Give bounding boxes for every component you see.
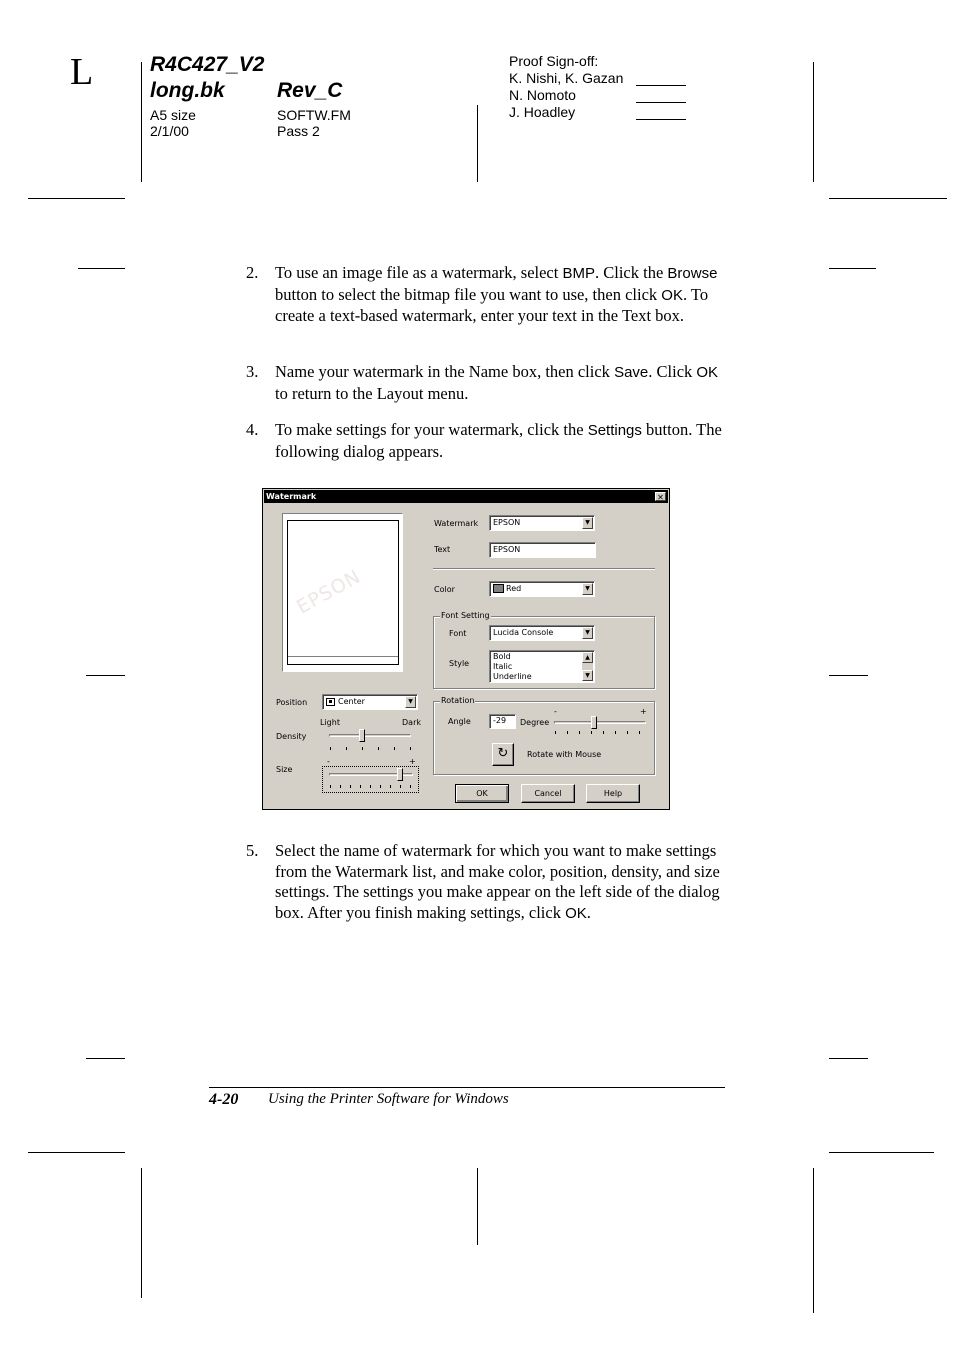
slider-tick	[330, 747, 331, 750]
doc-pass: Pass 2	[277, 123, 320, 139]
slider-tick	[390, 785, 391, 788]
crop-mark-top-center-v	[477, 105, 478, 182]
watermark-dialog	[262, 488, 670, 810]
rotation-group-label: Rotation	[441, 696, 475, 705]
step-text-run: button to select the bitmap file you want to use, then click	[275, 284, 662, 304]
chevron-down-icon[interactable]: ▼	[582, 583, 593, 595]
crop-mark-top-right-v	[813, 62, 814, 182]
slider-tick	[410, 785, 411, 788]
crop-mark-bottom-center-v	[477, 1168, 478, 1245]
margin-mark-right-3	[829, 1058, 868, 1059]
step-text-run: .	[586, 902, 591, 922]
step-text	[275, 263, 727, 327]
crop-mark-top-left-v	[141, 62, 142, 182]
angle-max-label: +	[640, 707, 647, 716]
ui-term: OK	[565, 904, 587, 922]
crop-mark-bottom-left-h	[28, 1152, 125, 1153]
degree-label: Degree	[520, 718, 550, 727]
proof-name: J. Hoadley	[509, 104, 576, 120]
margin-mark-right-1	[829, 268, 876, 269]
ui-term: Save	[614, 364, 649, 381]
angle-slider-track[interactable]	[554, 721, 646, 724]
step-number: 4.	[246, 420, 259, 439]
color-label: Color	[434, 585, 455, 594]
rotate-icon: ↻	[497, 746, 509, 761]
ui-term: Browse	[667, 265, 718, 282]
signature-line	[636, 119, 686, 120]
slider-tick	[400, 785, 401, 788]
step-text	[275, 362, 727, 404]
text-input-value: EPSON	[493, 545, 521, 554]
position-icon	[326, 698, 335, 706]
density-dark-label: Dark	[402, 718, 421, 727]
footer-rule	[209, 1087, 725, 1088]
density-light-label: Light	[320, 718, 340, 727]
position-label: Position	[276, 698, 308, 707]
size-max-label: +	[409, 757, 416, 766]
doc-title-line2: long.bk	[150, 79, 225, 102]
slider-tick	[410, 747, 411, 750]
crop-mark-bottom-left-v	[141, 1168, 142, 1298]
rotate-with-mouse-button[interactable]	[492, 743, 514, 766]
angle-min-label: -	[554, 707, 557, 716]
color-select-value: Red	[506, 584, 522, 593]
size-slider-focus[interactable]	[322, 766, 419, 793]
density-label: Density	[276, 732, 307, 741]
step-text-run: . To create a text-based watermark, enter your text in the Text box.	[275, 284, 709, 325]
text-input[interactable]	[489, 542, 596, 558]
separator	[433, 568, 655, 570]
doc-date: 2/1/00	[150, 123, 189, 139]
step-text-run: To make settings for your watermark, click the	[275, 420, 588, 439]
slider-tick	[603, 731, 604, 734]
rotate-with-mouse-label: Rotate with Mouse	[527, 750, 602, 759]
slider-tick	[360, 785, 361, 788]
slider-tick	[350, 785, 351, 788]
ui-term: BMP	[562, 265, 595, 282]
slider-tick	[362, 747, 363, 750]
slider-tick	[346, 747, 347, 750]
density-slider-track[interactable]	[329, 734, 411, 737]
density-slider-thumb[interactable]	[359, 729, 365, 742]
style-label: Style	[449, 659, 470, 668]
ui-term: OK	[696, 364, 719, 381]
rotation-group	[433, 696, 655, 775]
font-select-value: Lucida Console	[493, 628, 554, 637]
proof-name: N. Nomoto	[509, 87, 576, 103]
slider-tick	[555, 731, 556, 734]
doc-size: A5 size	[150, 107, 196, 123]
scrollbar[interactable]	[582, 652, 593, 681]
chevron-down-icon[interactable]: ▼	[582, 627, 593, 639]
style-option[interactable]: Bold	[493, 652, 511, 661]
slider-tick	[340, 785, 341, 788]
crop-mark-bottom-right-v	[813, 1168, 814, 1313]
signature-line	[636, 85, 686, 86]
dialog-titlebar	[264, 490, 668, 503]
chapter-title: Using the Printer Software for Windows	[268, 1091, 509, 1107]
proof-name: K. Nishi, K. Gazan	[509, 70, 624, 86]
slider-tick	[330, 785, 331, 788]
step-text-run: button. The following dialog appears.	[275, 420, 722, 461]
step-number: 2.	[246, 263, 259, 282]
margin-mark-left-3	[86, 1058, 125, 1059]
crop-mark-top-right-h	[829, 198, 947, 199]
dialog-title: Watermark	[266, 492, 317, 501]
proof-heading: Proof Sign-off:	[509, 53, 599, 69]
step-text-run: Name your watermark in the Name box, then click	[275, 362, 615, 381]
doc-title-line1: R4C427_V2	[150, 53, 265, 76]
font-setting-group	[433, 611, 655, 689]
size-min-label: -	[327, 757, 330, 766]
angle-input-value: -29	[493, 716, 507, 725]
preview-panel	[282, 513, 403, 672]
step-text	[275, 420, 727, 462]
color-swatch	[493, 584, 504, 593]
font-setting-group-label: Font Setting	[441, 611, 490, 620]
color-select[interactable]	[489, 581, 595, 597]
size-slider-thumb[interactable]	[397, 768, 403, 781]
ui-term: OK	[661, 286, 683, 304]
cancel-button[interactable]: Cancel	[521, 784, 575, 803]
slider-tick	[579, 731, 580, 734]
ui-term: Settings	[587, 422, 642, 439]
watermark-label: Watermark	[434, 519, 479, 528]
preview-watermark-text: EPSON	[293, 565, 365, 619]
chevron-down-icon[interactable]: ▼	[582, 517, 593, 529]
margin-mark-left-1	[78, 268, 125, 269]
angle-label: Angle	[448, 717, 471, 726]
slider-tick	[567, 731, 568, 734]
help-button[interactable]: Help	[586, 784, 640, 803]
size-label: Size	[276, 765, 293, 774]
watermark-select-value: EPSON	[493, 518, 521, 527]
step-text-run: . Click	[648, 362, 697, 381]
angle-slider-thumb[interactable]	[591, 716, 597, 729]
slider-tick	[639, 731, 640, 734]
text-label: Text	[434, 545, 451, 554]
angle-input[interactable]	[489, 714, 516, 729]
crop-mark-top-left-h	[28, 198, 125, 199]
watermark-select[interactable]	[489, 515, 595, 531]
preview-page-bottom-line	[288, 656, 398, 657]
page-number: 4-20	[209, 1091, 239, 1108]
margin-mark-left-2	[86, 675, 125, 676]
preview-page	[287, 520, 399, 665]
margin-letter: L	[70, 51, 94, 93]
slider-tick	[615, 731, 616, 734]
step-text-run: . Click the	[595, 263, 668, 282]
slider-tick	[627, 731, 628, 734]
slider-tick	[394, 747, 395, 750]
step-text-run: Select the name of watermark for which you want to make settings from the Watermark list, and make color, position, density, and size settings. The settings you make appear on the left side of the dialog box. After you finish making settings, click	[275, 841, 720, 922]
step-number: 5.	[246, 841, 259, 860]
step-text-run: To use an image file as a watermark, select	[275, 263, 563, 282]
doc-revision: Rev_C	[277, 79, 343, 102]
style-option[interactable]: Underline	[493, 672, 532, 681]
slider-tick	[591, 731, 592, 734]
scroll-down-icon[interactable]: ▼	[582, 670, 593, 681]
ok-button[interactable]: OK	[455, 784, 509, 803]
step-text	[275, 841, 727, 924]
style-listbox[interactable]	[489, 650, 595, 683]
signature-line	[636, 102, 686, 103]
step-number: 3.	[246, 362, 259, 381]
font-label: Font	[449, 629, 467, 638]
position-select[interactable]	[322, 694, 418, 710]
crop-mark-bottom-right-h	[829, 1152, 934, 1153]
chevron-down-icon[interactable]: ▼	[405, 696, 416, 708]
scroll-up-icon[interactable]: ▲	[582, 652, 593, 663]
close-icon[interactable]: ✕	[655, 492, 666, 501]
doc-file: SOFTW.FM	[277, 107, 351, 123]
font-select[interactable]	[489, 625, 595, 641]
margin-mark-right-2	[829, 675, 868, 676]
step-text-run: to return to the Layout menu.	[275, 383, 469, 403]
slider-tick	[380, 785, 381, 788]
slider-tick	[370, 785, 371, 788]
slider-tick	[378, 747, 379, 750]
style-option[interactable]: Italic	[493, 662, 513, 671]
position-select-value: Center	[338, 697, 365, 706]
